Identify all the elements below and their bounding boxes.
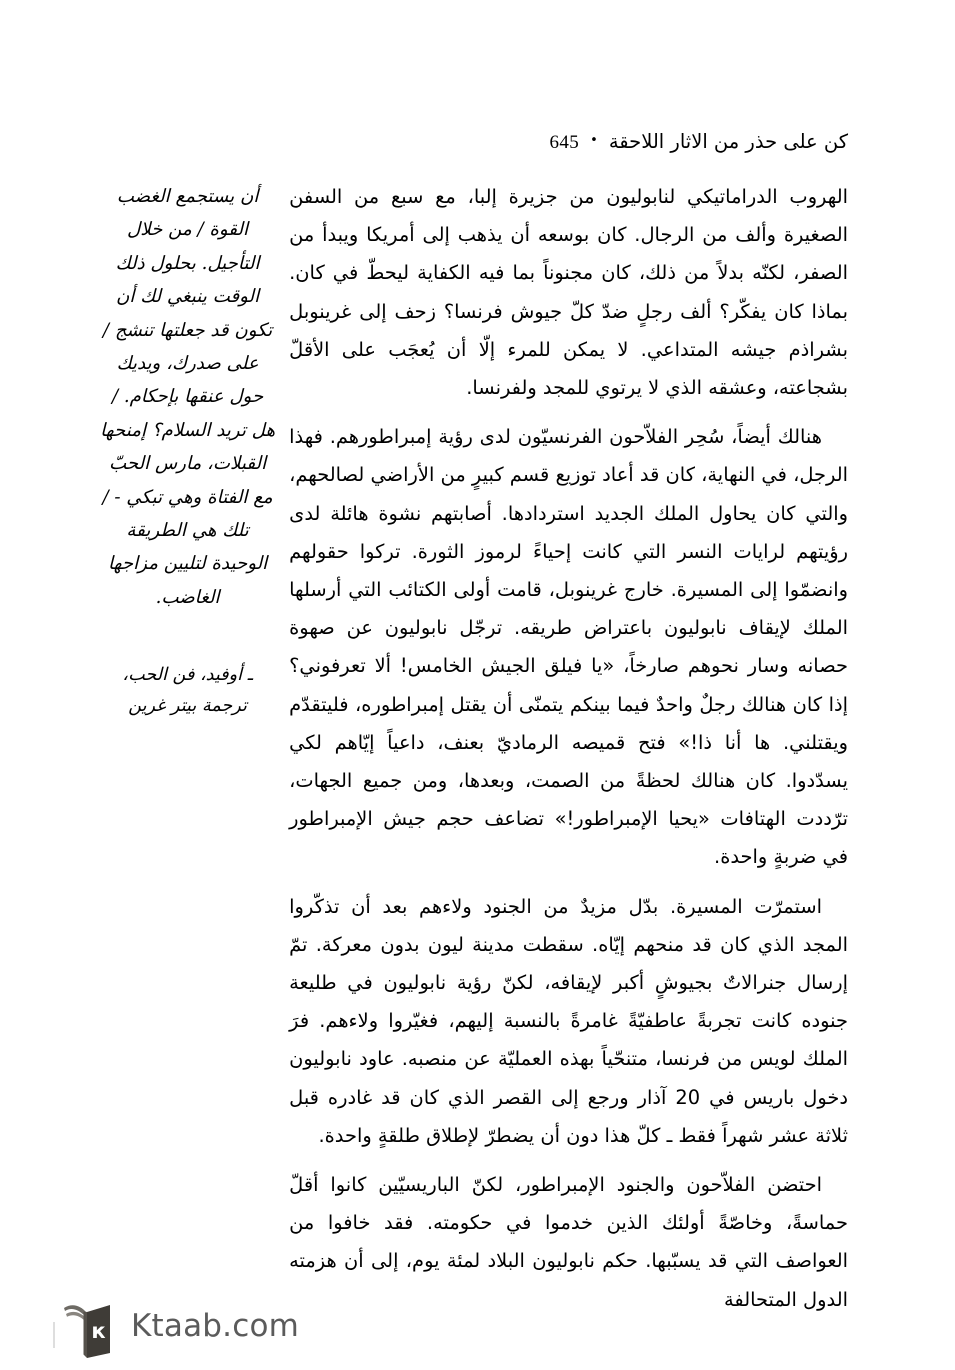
body-paragraph: هنالك أيضاً، سُحِر الفلاّحون الفرنسيّون لدى رؤية إمبراطورهم. فهذا الرجل، في النهاية، كان قد أعاد توزيع قسم كبيرٍ من الأراضي لصالحهم، والتي كان يحاول الملك الجديد استردادها. أصابتهم نشوة هائلة لدى رؤيتهم لرايات النسر التي كانت إحياءً لرموز الثورة. تركوا حقولهم وانضمّوا إلى المسيرة. خارج غرينوبل، قامت أولى الكتائب التي أرسلها الملك لإيقاف نابوليون باعتراض طريقه. ترجّل نابوليون عن صهوة حصانه وسار نحوهم صارخاً، «يا فيلق الجيش الخامس! ألا تعرفوني؟ إذا كان هنالك رجلٌ واحدٌ فيما بينكم يتمنّى أن يقتل إمبراطوره، فليتقدّم ويقتلني. ها أنا ذا!» فتح قميصه الرماديّ بعنف، داعياً إيّاهم لكي يسدّدوا. كان هنالك لحظةً من الصمت، وبعدها، ومن جميع الجهات، ترّددت الهتافات «يحيا الإمبراطور!» تضاعف حجم جيش الإمبراطور في ضربةٍ واحدة. — [289, 425, 848, 869]
page-number: 645 — [549, 132, 580, 153]
page-title: كن على حذر من الاثار اللاحقة — [608, 130, 848, 153]
bullet-separator-icon: • — [590, 133, 598, 148]
svg-text:к: к — [91, 1319, 106, 1343]
body-paragraph: استمرّت المسيرة. بدّل مزيدٌ من الجنود ولاءهم بعد أن تذكّروا المجد الذي كان قد منحهم إيّاه. سقطت مدينة ليون بدون معركة. تمّ إرسال جنرالاتٌ بجيوشٍ أكبر لإيقافه، لكنّ رؤية نابوليون في طليعة جنوده كانت تجربةً عاطفيّةً غامرةً بالنسبة إليهم، فغيّروا ولاءهم. فرَ الملك لويس من فرنسا، متنحّياً بهذه العمليّة عن منصبه. عاود نابوليون دخول باريس في 20 آذار ورجع إلى القصر الذي كان قد غادره قبل ثلاثة عشر شهراً فقط ـ كلّ هذا دون أن يضطرّ لإطلاق طلقةٍ واحدة. — [289, 894, 848, 1147]
body-paragraph: الهروب الدراماتيكي لنابوليون من جزيرة إلبا، مع سبع من السفن الصغيرة وألف من الرجال. كان بوسعه أن يذهب إلى أمريكا ويبدأ من الصفر، لكنّه بدلاً من ذلك، كان مجنوناً بما فيه الكفاية ليحطّ في كان. بماذا كان يفكّر؟ ألف رجلٍ ضدّ كلّ جيوش فرنسا؟ زحف إلى غرينوبل بشراذم جيشه المتداعي. لا يمكن للمرء إلّا أن يُعجَب على الأقلّ بشجاعته، وعشقه الذي لا يرتوي للمجد ولفرنسا. — [289, 185, 848, 400]
main-text-column — [289, 178, 848, 1319]
scan-edge-artifact — [53, 1322, 55, 1348]
sidebar-epigraph-column — [100, 178, 275, 722]
epigraph-attribution: ـ أوفيد، فن الحب، ترجمة بيتر غرين — [122, 665, 253, 717]
ktaab-watermark[interactable] — [62, 1296, 299, 1358]
book-logo-icon — [62, 1296, 118, 1358]
page-header — [107, 124, 848, 152]
body-paragraph: احتضن الفلاّحون والجنود الإمبراطور، لكنّ الباريسيّين كانوا أقلّ حماسةً، وخاصّةً أولئك الذين خدموا في حكومته. فقد خافوا من العواصف التي قد يسبّبها. حكم نابوليون البلاد لمئة يوم، إلى أن هزمته الدول المتحالفة — [289, 1173, 848, 1311]
header-inner — [549, 132, 848, 152]
page-body — [100, 178, 848, 1319]
watermark-brand-label: Ktaab.com — [131, 1307, 300, 1344]
epigraph-text: أن يستجمع الغضب القوة / من خلال التأجيل. بحلول ذلك الوقت ينبغي لك أن تكون قد جعلتها تنشج / على صدرك، ويديك حول عنقها بإحكام. / هل تريد السلام؟ إمنحها القبلات، مارس الحبّ مع الفتاة وهي تبكي - / تلك هي الطريقة الوحيدة لتليين مزاجها الغاضب. — [100, 186, 276, 608]
